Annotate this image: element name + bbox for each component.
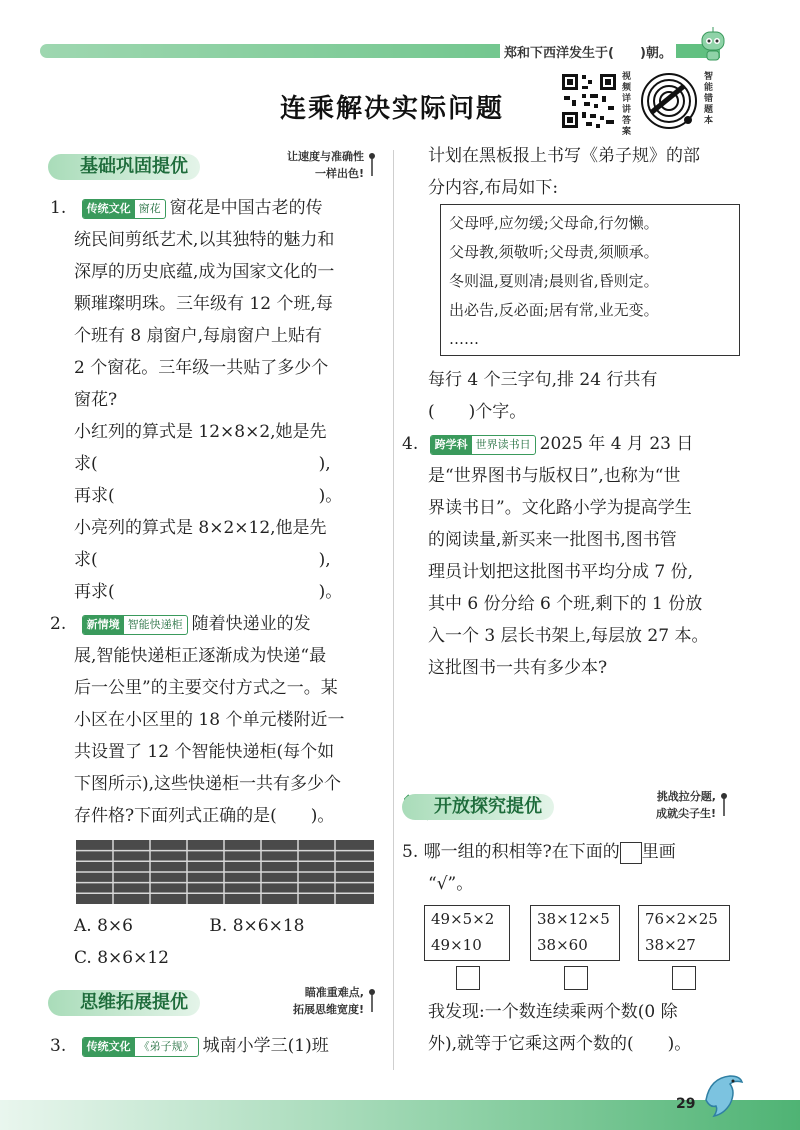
question-number: 3. (50, 1036, 67, 1056)
question-3-start: 3. 传统文化 《弟子规》 城南小学三(1)班 (50, 1036, 329, 1056)
question-2: 2. 新情境 智能快递柜 随着快递业的发 展,智能快递柜正逐渐成为快递“最 后一公里”的主要交付方式之一。某 小区在小区里的 18 个单元楼附近一 共设置了 12 个智能快递柜(每个如 下图所示),这些快递柜一共有多少个 存件格?下面列式正确的是( )。 (50, 608, 380, 832)
question-number: 5. (402, 842, 419, 862)
answer-blank[interactable]: 存件格?下面列式正确的是( )。 (74, 806, 335, 826)
smart-error-book-code-icon[interactable] (640, 72, 698, 130)
answer-blank[interactable]: 求( ), (74, 454, 331, 474)
section-basic-slogan: 让速度与准确性 一样出色! (287, 150, 364, 180)
option-a[interactable]: A. 8×6 (74, 916, 133, 936)
qr-label-left: 视 频 详 讲 答 案 (622, 72, 632, 137)
inline-checkbox-sample (620, 842, 642, 864)
question-1: 1. 传统文化 窗花 窗花是中国古老的传 统民间剪纸艺术,以其独特的魅力和 深厚的历史底蕴,成为国家文化的一 颗璀璨明珠。三年级有 12 个班,每 个班有 8 扇窗户,每扇窗户上贴有 2 个窗花。三年级一共贴了多少个 窗花? 小红列的算式是 12×8×2,她是先 求( ), 再求( )。 小亮列的算式是 8×2×12,他是先 求( ), 再求( )。 (50, 192, 380, 608)
poem-layout-box: 父母呼,应勿缓;父母命,行勿懒。 父母教,须敬听;父母责,须顺承。 冬则温,夏则凊;晨则省,昏则定。 出必告,反必面;居有常,业无变。 …… (440, 204, 740, 356)
option-c[interactable]: C. 8×6×12 (74, 948, 169, 968)
calc-group-3: 76×2×25 38×27 (638, 905, 730, 961)
calc-group-1: 49×5×2 49×10 (424, 905, 510, 961)
delivery-cabinet-image (76, 840, 374, 904)
section-basic-title: 基础巩固提优 (48, 154, 200, 180)
calc-group-2: 38×12×5 38×60 (530, 905, 620, 961)
check-box-2[interactable] (564, 966, 588, 990)
answer-blank[interactable]: 求( ), (74, 550, 331, 570)
pin-icon (366, 152, 378, 178)
answer-blank[interactable]: 再求( )。 (74, 486, 343, 506)
pin-icon (366, 988, 378, 1014)
question-number: 4. (402, 434, 419, 454)
section-open-title: 开放探究提优 (402, 794, 554, 820)
answer-blank[interactable]: 外),就等于它乘这两个数的( )。 (428, 1034, 692, 1054)
check-box-3[interactable] (672, 966, 696, 990)
finding-text: 我发现:一个数连续乘两个数(0 除 外),就等于它乘这两个数的( )。 (428, 996, 758, 1060)
check-box-1[interactable] (456, 966, 480, 990)
answer-blank[interactable]: ( )个字。 (428, 402, 527, 422)
question-tag: 跨学科 世界读书日 (430, 435, 536, 455)
question-tag: 新情境 智能快递柜 (82, 615, 188, 635)
page-title: 连乘解决实际问题 (280, 94, 505, 124)
question-5: 5. 哪一组的积相等?在下面的 里画 “√”。 (402, 842, 676, 894)
robot-mascot-icon (698, 26, 728, 62)
pin-icon (718, 792, 730, 818)
page-number: 29 (676, 1096, 696, 1112)
section-open-slogan: 挑战拉分题, 成就尖子生! (655, 790, 716, 820)
qr-label-right: 智 能 错 题 本 (704, 72, 714, 126)
top-question: 郑和下西洋发生于( )朝。 (500, 42, 676, 61)
answer-area[interactable] (428, 690, 748, 790)
column-divider (393, 150, 394, 1070)
section-open-header (402, 788, 732, 826)
section-thinking-header (48, 984, 378, 1022)
qr-code-video-icon[interactable] (560, 72, 618, 130)
question-2-options (74, 910, 374, 974)
question-tag: 传统文化 《弟子规》 (82, 1037, 199, 1057)
question-tag: 传统文化 窗花 (82, 199, 166, 219)
question-4: 4. 跨学科 世界读书日 2025 年 4 月 23 日 是“世界图书与版权日”,也称为“世 界读书日”。文化路小学为提高学生 的阅读量,新买来一批图书,图书管 理员计划把这批图书平均分成 7 份, 其中 6 份分给 6 个班,剩下的 1 份放 入一个 3 层长书架上,每层放 27 本。 这批图书一共有多少本? (402, 434, 709, 678)
section-thinking-slogan: 瞄准重难点, 拓展思维宽度! (292, 986, 364, 1016)
question-3-after: 每行 4 个三字句,排 24 行共有 ( )个字。 (428, 364, 758, 428)
option-b[interactable]: B. 8×6×18 (209, 916, 305, 936)
answer-blank[interactable]: 再求( )。 (74, 582, 343, 602)
section-thinking-title: 思维拓展提优 (48, 990, 200, 1016)
section-basic-header (48, 148, 378, 186)
question-number: 1. (50, 198, 67, 218)
dolphin-mascot-icon (700, 1070, 744, 1120)
question-3-continued: 计划在黑板报上书写《弟子规》的部 分内容,布局如下: (428, 146, 700, 198)
question-number: 2. (50, 614, 67, 634)
